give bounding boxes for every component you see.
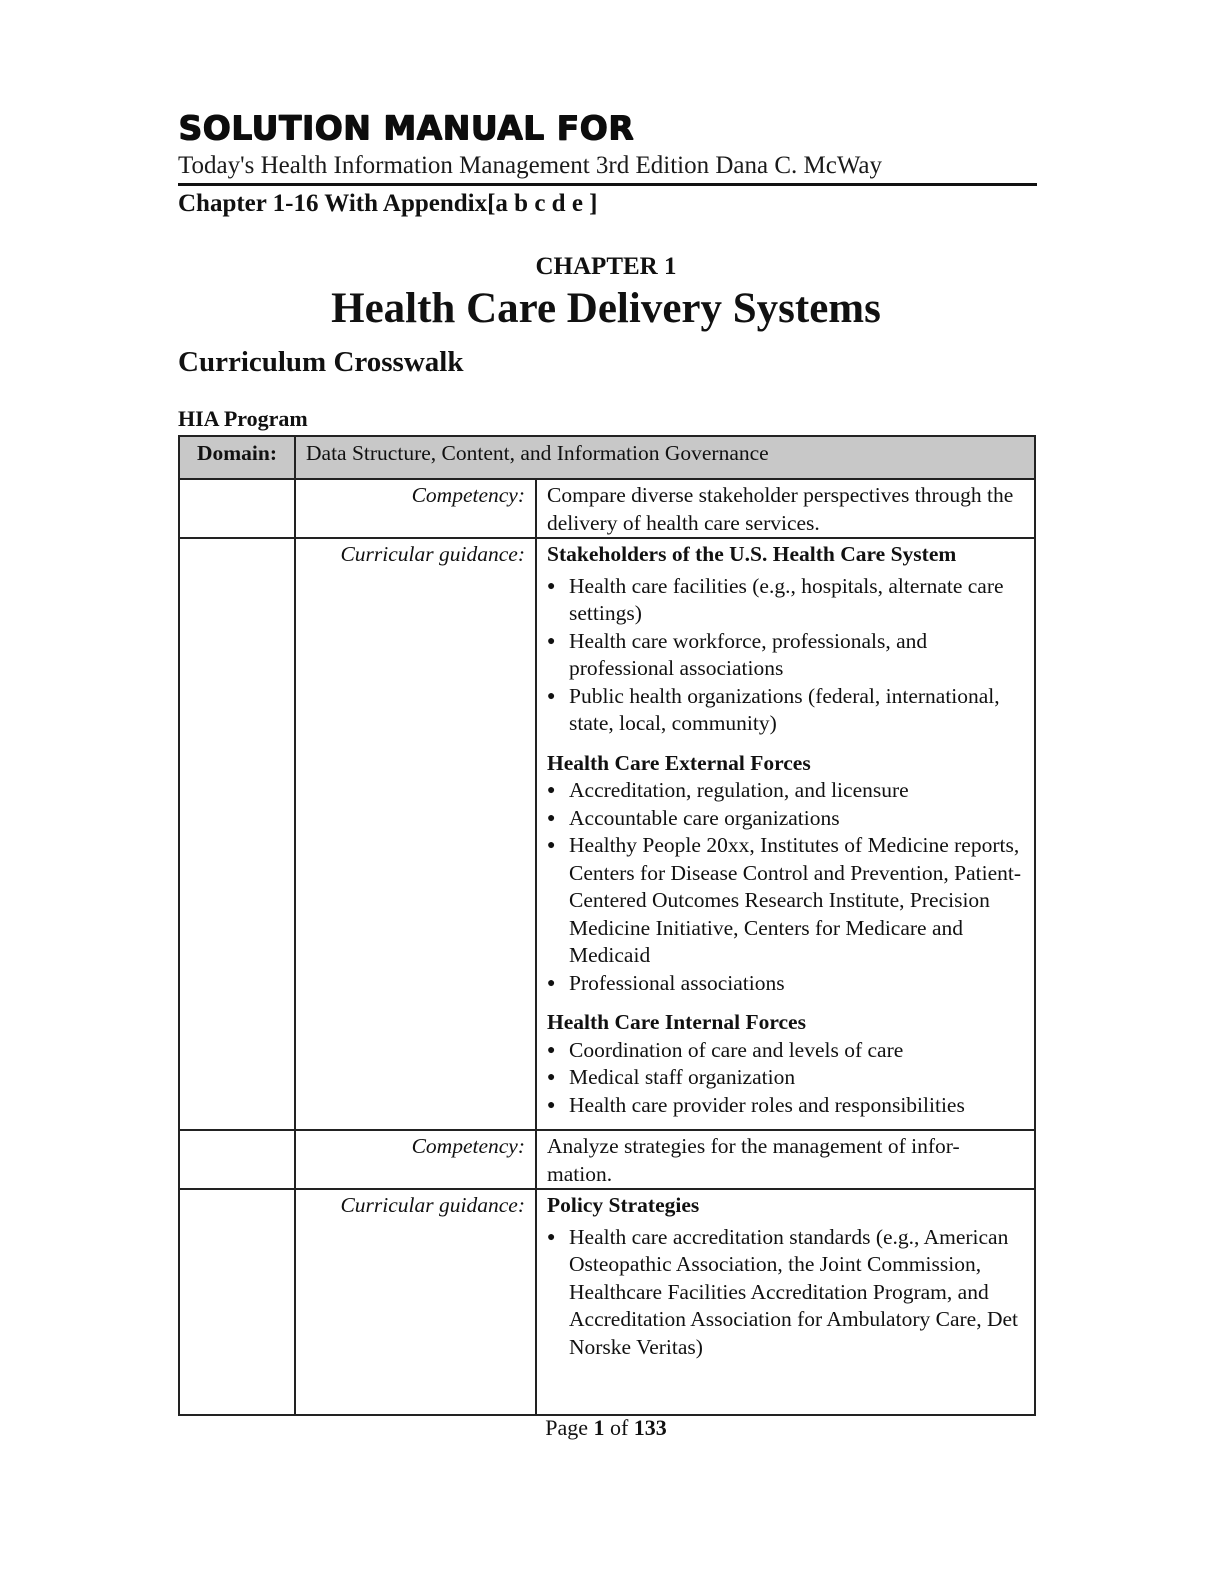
row-label: Curricular guidance:	[295, 538, 536, 1130]
competency-text: Analyze strategies for the management of infor-mation.	[536, 1130, 1035, 1189]
table-row	[179, 479, 1035, 538]
list-item: ● Coordination of care and levels of care	[547, 1037, 1024, 1065]
list-item: ● Professional associations	[547, 970, 1024, 998]
bullet-list	[547, 573, 1024, 738]
list-item: ● Health care facilities (e.g., hospitals, alternate care settings)	[547, 573, 1024, 628]
row-label: Competency:	[295, 1130, 536, 1189]
brand-heading: SOLUTION MANUAL FOR	[178, 108, 634, 147]
domain-row	[179, 436, 1035, 479]
row-label: Competency:	[295, 479, 536, 538]
crosswalk-table	[178, 435, 1036, 1416]
table-row	[179, 538, 1035, 1130]
group-heading: Stakeholders of the U.S. Health Care System	[547, 542, 957, 566]
book-subtitle: Today's Health Information Management 3rd Edition Dana C. McWay	[178, 152, 883, 179]
list-item: ● Healthy People 20xx, Institutes of Medicine reports, Centers for Disease Control and Prevention, Patient-Centered Outcomes Research Institute, Precision Medicine Initiative, Centers for Medicare and Medicaid	[547, 832, 1024, 970]
bullet-list	[547, 777, 1024, 997]
list-item: ● Medical staff organization	[547, 1064, 1024, 1092]
empty-cell	[179, 479, 295, 538]
program-label: HIA Program	[178, 406, 308, 431]
empty-cell	[179, 538, 295, 1130]
guidance-content	[536, 1189, 1035, 1415]
section-title: Curriculum Crosswalk	[178, 346, 464, 378]
list-item: ● Health care accreditation standards (e.g., American Osteopathic Association, the Joint Commission, Healthcare Facilities Accreditation Program, and Accreditation Association for Ambulatory Care, Det Norske Veritas)	[547, 1224, 1024, 1362]
list-item: ● Accountable care organizations	[547, 805, 1024, 833]
list-item: ● Health care provider roles and responsibilities	[547, 1092, 1024, 1120]
current-page: 1	[593, 1415, 605, 1440]
of-word: of	[609, 1415, 629, 1440]
chapter-range: Chapter 1-16 With Appendix[a b c d e ]	[178, 190, 598, 217]
empty-cell	[179, 1130, 295, 1189]
page-word: Page	[545, 1415, 588, 1440]
list-item: ● Health care workforce, professionals, and professional associations	[547, 628, 1024, 683]
page-footer	[178, 1415, 1034, 1441]
domain-label: Domain:	[179, 436, 295, 479]
bullet-list	[547, 1037, 1024, 1120]
guidance-content	[536, 538, 1035, 1130]
total-pages: 133	[633, 1415, 667, 1440]
group-heading: Policy Strategies	[547, 1193, 700, 1217]
row-label: Curricular guidance:	[295, 1189, 536, 1415]
list-item: ● Accreditation, regulation, and licensure	[547, 777, 1024, 805]
chapter-title: Health Care Delivery Systems	[331, 285, 881, 332]
group-heading: Health Care Internal Forces	[547, 1010, 806, 1034]
chapter-label: CHAPTER 1	[535, 253, 677, 280]
header-divider	[178, 183, 1037, 186]
list-item: ● Public health organizations (federal, international, state, local, community)	[547, 683, 1024, 738]
competency-text: Compare diverse stakeholder perspectives through the delivery of health care services.	[536, 479, 1035, 538]
domain-value: Data Structure, Content, and Information Governance	[295, 436, 1035, 479]
empty-cell	[179, 1189, 295, 1415]
table-row	[179, 1189, 1035, 1415]
bullet-list	[547, 1224, 1024, 1362]
group-heading: Health Care External Forces	[547, 750, 811, 775]
table-row	[179, 1130, 1035, 1189]
